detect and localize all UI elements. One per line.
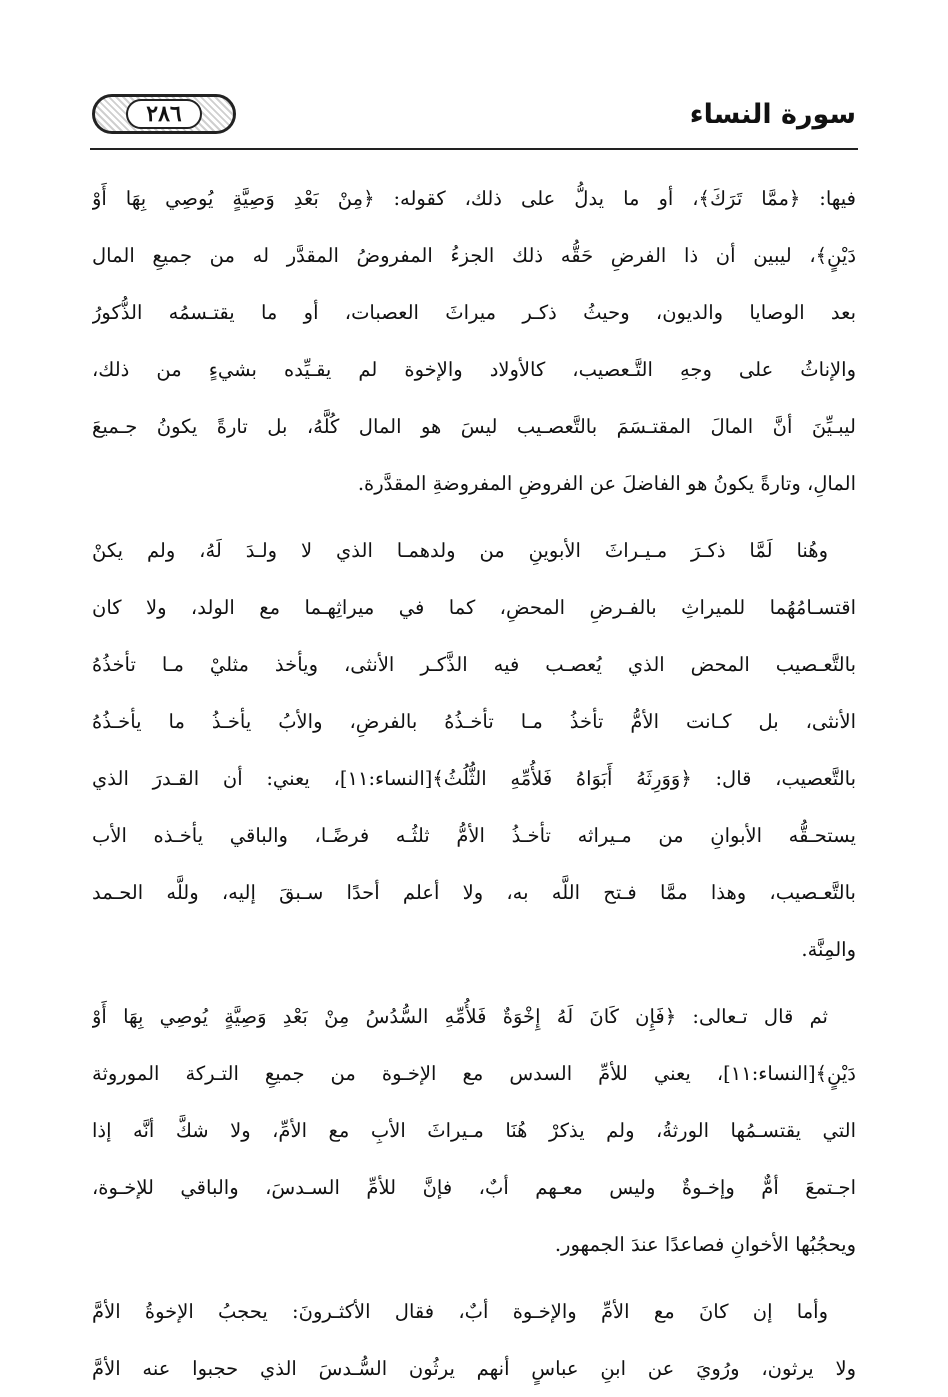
- paragraph-3: [92, 988, 856, 1273]
- text-line: اقتسـامُهُما للميراثِ بالفـرضِ المحضِ، كما في ميراثِهـما مع الولد، ولا كان: [92, 596, 856, 619]
- text-line: بعد الوصايا والديون، وحيثُ ذكـر ميراثَ العصبات، أو ما يقتـسمُه الذُّكورُ: [92, 301, 856, 324]
- text-line: بالتَّعـصيب، وهذا ممَّا فـتح اللَّه به، ولا أعلم أحدًا سـبقَ إليه، وللَّه الحـمد: [92, 881, 856, 904]
- text-line: ليبـيِّنَ أنَّ المالَ المقتـسَمَ بالتَّعصـيب ليسَ هو المال كُلَّهُ، بل تارةً يكونُ جـميعَ: [92, 415, 856, 438]
- surah-title: سورة النساء: [689, 99, 856, 130]
- paragraph-4: [92, 1283, 856, 1397]
- text-line: ولا يرثون، ورُويَ عن ابنِ عباسٍ أنهم يرثُون السُّـدسَ الذي حجبوا عنه الأمَّ: [92, 1357, 856, 1380]
- text-line: دَيْنٍ﴾[النساء:١١]، يعني للأمِّ السدس مع الإخـوة من جميعِ التـركة الموروثة: [92, 1062, 856, 1085]
- page-number: ٢٨٦: [126, 99, 202, 129]
- paragraph-1: [92, 170, 856, 512]
- page-header: [86, 90, 856, 140]
- page-number-ornament: [86, 90, 242, 138]
- text-line: والمِنَّة.: [801, 938, 856, 961]
- text-line: بالتَّعـصيب المحض الذي يُعصـب فيه الذَّكـر الأنثى، ويأخذ مثليْ مـا تأخذُهُ: [92, 653, 856, 676]
- paragraph-2: [92, 522, 856, 978]
- text-line: اجـتمعَ أمٌّ وإخـوةٌ وليس معـهم أبٌ، فإنَّ للأمِّ السـدسَ، والباقي للإخـوة،: [92, 1176, 856, 1199]
- text-line: الأنثى، بل كـانت الأمُّ تأخذُ مـا تأخـذُهُ بالفرضِ، والأبُ يأخـذُ ما يأخـذُهُ: [92, 710, 856, 733]
- text-line: والإناثُ على وجهِ التَّـعصيب، كالأولاد والإخوة لم يقـيِّده بشيءٍ من ذلك،: [92, 358, 856, 381]
- text-line: وأما إن كانَ مع الأمِّ والإخـوة أبٌ، فقال الأكثـرونَ: يحجبُ الإخوةُ الأمَّ: [92, 1300, 828, 1323]
- text-line: ثم قال تـعالى: ﴿فَإِن كَانَ لَهُ إِخْوَةٌ فَلأُمِّهِ السُّدُسُ مِنْ بَعْدِ وَصِيَّةٍ يُوصِي بِهَا أَوْ: [92, 1005, 828, 1028]
- text-line: يستحـقُّه الأبوانِ من مـيراثه تأخـذُ الأمُّ ثلثُـه فرضًـا، والباقي يأخـذه الأب: [92, 824, 856, 847]
- text-line: المالِ، وتارةً يكونُ هو الفاضلَ عن الفروضِ المفروضةِ المقدَّرة.: [357, 472, 856, 495]
- text-line: التي يقتسـمُها الورثةُ، ولم يذكرْ هُنَا مـيراثَ الأبِ مع الأمِّ، ولا شكَّ أنَّه إذا: [92, 1119, 856, 1142]
- text-line: بالتَّعصيب، قال: ﴿وَوَرِثَهُ أَبَوَاهُ فَلأُمِّهِ الثُّلُثُ﴾[النساء:١١]، يعني: أن القـدرَ الذي: [92, 767, 856, 790]
- text-line: ويحجُبُها الأخوانِ فصاعدًا عندَ الجمهور.: [554, 1233, 856, 1256]
- text-line: دَيْنٍ﴾، ليبين أن ذا الفرضِ حَقُّه ذلك الجزءُ المفروضُ المقدَّر له من جميعِ المال: [92, 244, 856, 267]
- text-line: وهُنا لَمَّا ذكـرَ مـيـراثَ الأبوينِ من ولدهمـا الذي لا ولـدَ لَهُ، ولم يكنْ: [92, 539, 828, 562]
- header-rule: [90, 148, 858, 150]
- page-body: [92, 170, 856, 1397]
- text-line: فيها: ﴿ممَّا تَرَكَ﴾، أو ما يدلُّ على ذلك، كقوله: ﴿مِنْ بَعْدِ وَصِيَّةٍ يُوصِي بِهَا أَوْ: [92, 187, 856, 210]
